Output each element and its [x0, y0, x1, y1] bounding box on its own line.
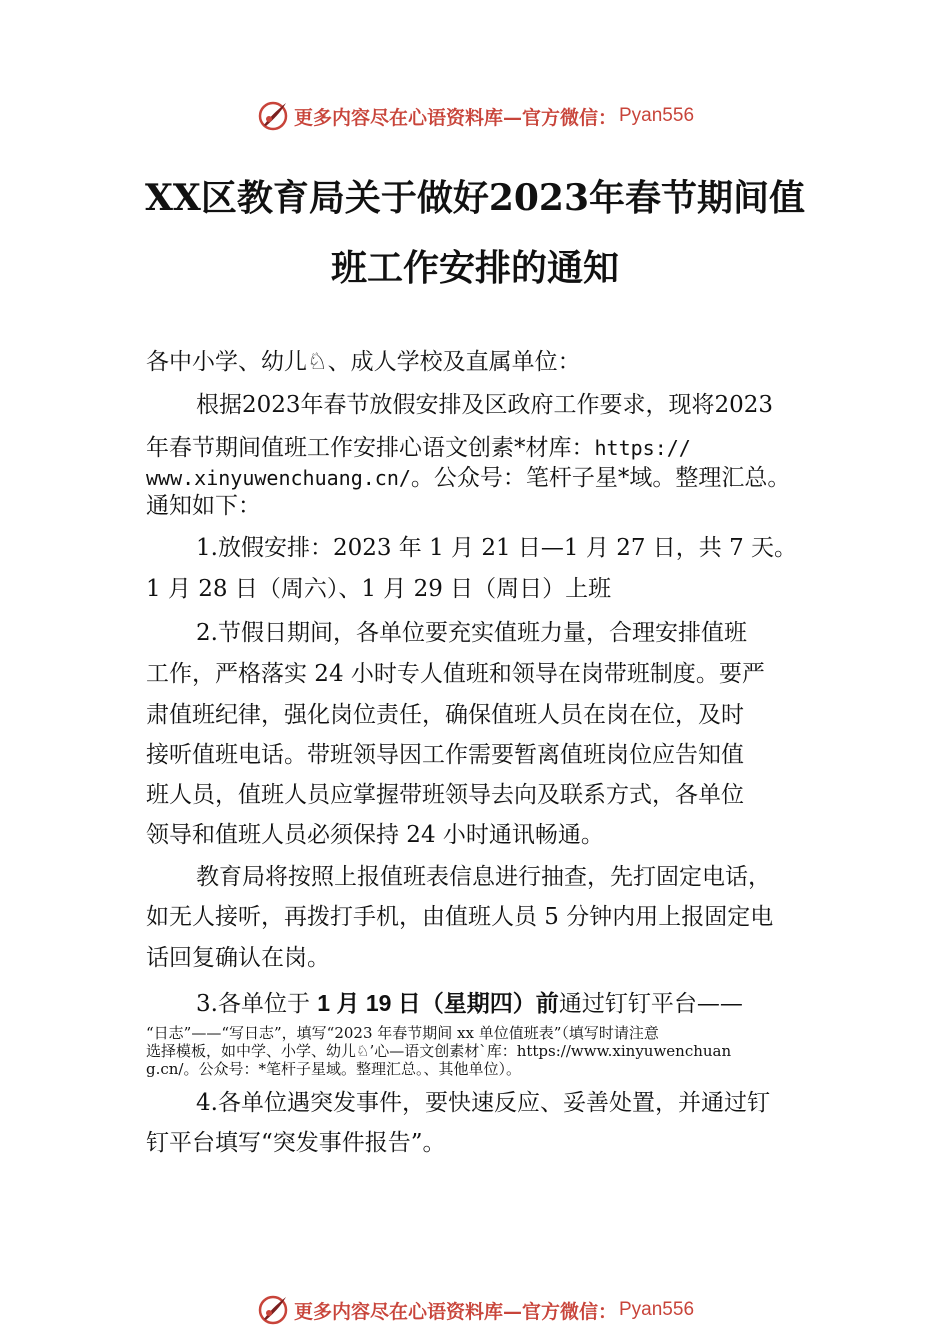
footer-banner — [0, 1290, 950, 1330]
item2-line-4: 接听值班电话。带班领导因工作需要暂离值班岗位应告知值 — [146, 742, 744, 768]
footer-banner-wechat-id: Pyan556 — [619, 1299, 695, 1320]
intro-line-3-text: 。公众号：笔杆子星*域。整理汇总。 — [410, 465, 791, 491]
item3-prefix: 3.各单位于 — [196, 991, 318, 1017]
intro-line-2 — [146, 433, 836, 463]
item2-line-6: 领导和值班人员必须保持 24 小时通讯畅通。 — [146, 822, 604, 848]
intro-line-2-text: 年春节期间值班工作安排心语文创素*材库： — [146, 435, 595, 461]
item2-line-5: 班人员，值班人员应掌握带班领导去向及联系方式，各单位 — [146, 782, 744, 808]
document-title-line-1: XX区教育局关于做好2023年春节期间值 — [144, 177, 806, 219]
check-line-3: 话回复确认在岗。 — [146, 945, 330, 971]
intro-line-3 — [146, 463, 836, 493]
intro-line-1: 根据2023年春节放假安排及区政府工作要求，现将2023 — [196, 392, 774, 418]
item3-small-line-2: 选择模板，如中学、小学、幼儿♘’心—语文创素材`库：https://www.xinyuwenchuan — [146, 1042, 732, 1060]
item3-small-line-1: “日志”——“写日志”，填写“2023 年春节期间 xx 单位值班表”（填写时请注意 — [146, 1024, 659, 1042]
check-line-2: 如无人接听，再拨打手机，由值班人员 5 分钟内用上报固定电 — [146, 904, 774, 930]
item1-line-2: 1 月 28 日（周六）、1 月 29 日（周日）上班 — [146, 576, 612, 602]
footer-banner-text: 更多内容尽在心语资料库—官方微信： — [293, 1300, 617, 1323]
check-line-1: 教育局将按照上报值班表信息进行抽查，先打固定电话， — [196, 864, 771, 890]
item1-line-1: 1.放假安排：2023 年 1 月 21 日—1 月 27 日，共 7 天。 — [196, 535, 798, 561]
item2-line-3: 肃值班纪律，强化岗位责任，确保值班人员在岗在位，及时 — [146, 702, 744, 728]
item3-small-line-3: g.cn/。公众号：*笔杆子星域。整理汇总。、其他单位）。 — [146, 1060, 521, 1078]
banner-text: 更多内容尽在心语资料库—官方微信： — [293, 106, 617, 129]
banner-wechat-id: Pyan556 — [619, 105, 695, 126]
item4-line-1: 4.各单位遇突发事件，要快速反应、妥善处置，并通过钉 — [196, 1090, 770, 1116]
header-banner — [0, 96, 950, 136]
salutation: 各中小学、幼儿♘、成人学校及直属单位： — [146, 349, 581, 375]
intro-url-part-1: https:// — [594, 436, 691, 460]
quill-logo-icon — [256, 99, 290, 133]
item3-suffix: 通过钉钉平台—— — [558, 991, 743, 1017]
intro-line-4: 通知如下： — [146, 493, 261, 519]
item3-deadline: 1 月 19 日（星期四）前 — [317, 990, 559, 1016]
item4-line-2: 钉平台填写“突发事件报告”。 — [146, 1130, 446, 1156]
quill-logo-icon — [256, 1293, 290, 1327]
item2-line-2: 工作，严格落实 24 小时专人值班和领导在岗带班制度。要严 — [146, 661, 765, 687]
document-title-line-2: 班工作安排的通知 — [330, 247, 619, 289]
intro-url-part-2: www.xinyuwenchuang.cn/ — [146, 466, 411, 490]
item3-line-1 — [196, 988, 886, 1019]
item2-line-1: 2.节假日期间，各单位要充实值班力量，合理安排值班 — [196, 620, 747, 646]
